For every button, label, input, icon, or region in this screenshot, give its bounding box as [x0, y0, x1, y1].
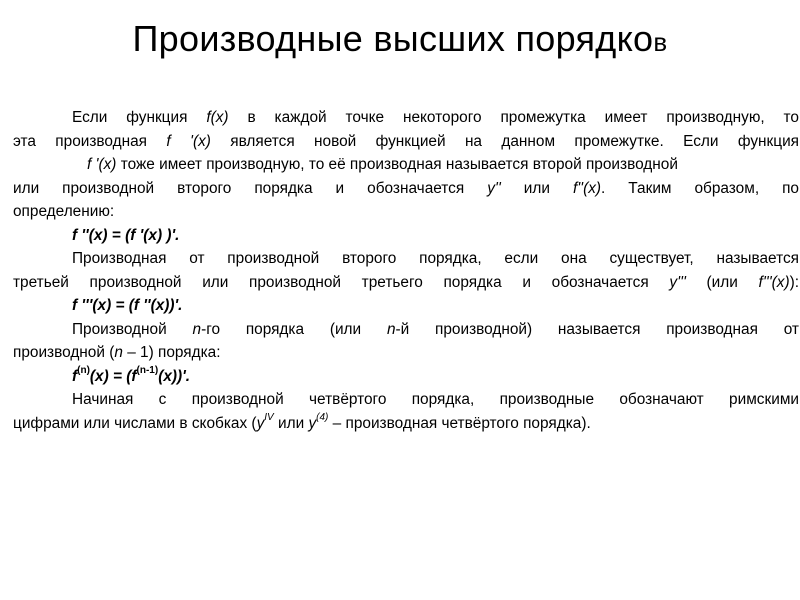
- slide-title-main: Производные высших порядко: [132, 18, 654, 59]
- math-symbol: y'': [487, 179, 501, 197]
- text-line-4: [13, 177, 799, 201]
- math-symbol: n: [114, 344, 123, 361]
- math-symbol: f '(x): [166, 132, 211, 150]
- math-symbol: n: [386, 320, 396, 338]
- text-run: эта производная: [13, 132, 167, 150]
- text-run: является новой функцией на данном промежутке. Если функция: [210, 132, 799, 150]
- text-run: Начиная с производной четвёртого порядка, производные обозначают римскими: [72, 391, 799, 408]
- superscript: (4): [316, 412, 329, 424]
- superscript: (n): [77, 365, 90, 377]
- text-run: третьей производной или производной третьего порядка и обозначается: [13, 273, 670, 291]
- text-run: или: [273, 414, 309, 432]
- math-symbol: n: [192, 320, 202, 338]
- text-line-2: [13, 130, 799, 154]
- superscript: IV: [264, 412, 274, 424]
- text-run: -го порядка (или: [201, 320, 387, 338]
- text-run: в каждой точке некоторого промежутка имеет производную, то: [228, 109, 799, 126]
- formula-text: f: [72, 367, 78, 385]
- text-line-7: [13, 247, 799, 271]
- slide-title-tail: в: [653, 27, 668, 57]
- text-line-10: [13, 318, 799, 342]
- math-symbol: f(x): [206, 109, 229, 126]
- formula-text: (x))'.: [158, 367, 191, 385]
- text-run: Если функция: [72, 109, 207, 126]
- text-line-1: [13, 106, 799, 130]
- math-symbol: f'''(x): [758, 273, 790, 291]
- text-line-9: [13, 294, 799, 318]
- formula-text: (x) = (f: [89, 367, 137, 385]
- text-run: – 1) порядка:: [122, 344, 221, 361]
- text-line-13: [13, 388, 799, 412]
- text-run: (или: [685, 273, 759, 291]
- text-run: -й производной) называется производная от: [395, 320, 799, 338]
- text-run: ):: [789, 273, 799, 291]
- text-run: цифрами или числами в скобках (: [13, 414, 257, 432]
- text-run: тоже имеет производную, то её производная называется второй производной: [116, 156, 678, 173]
- text-line-14: [13, 412, 799, 436]
- math-symbol: y: [256, 414, 265, 432]
- text-run: или: [500, 179, 573, 197]
- text-run: или производной второго порядка и обозначается: [13, 179, 488, 197]
- text-run: . Таким образом, по: [601, 179, 799, 197]
- text-line-12: [13, 365, 799, 389]
- text-line-3: [13, 153, 799, 177]
- text-run: Производной: [72, 320, 193, 338]
- text-line-6: [13, 224, 799, 248]
- math-symbol: f '(x): [87, 156, 117, 173]
- math-symbol: f''(x): [572, 179, 602, 197]
- text-run: производной (: [13, 344, 115, 361]
- text-run: определению:: [13, 203, 115, 220]
- body-text: [13, 106, 799, 435]
- formula-text: f '''(x) = (f ''(x))'.: [72, 297, 183, 314]
- text-line-5: [13, 200, 799, 224]
- text-line-11: [13, 341, 799, 365]
- slide-title: [0, 18, 800, 60]
- math-symbol: y''': [669, 273, 686, 291]
- superscript: (n-1): [136, 365, 159, 377]
- text-run: – производная четвёртого порядка).: [328, 414, 591, 432]
- math-symbol: y: [308, 414, 317, 432]
- text-run: Производная от производной второго порядка, если она существует, называется: [72, 250, 799, 267]
- text-line-8: [13, 271, 799, 295]
- formula-text: f ''(x) = (f '(x) )'.: [72, 226, 180, 244]
